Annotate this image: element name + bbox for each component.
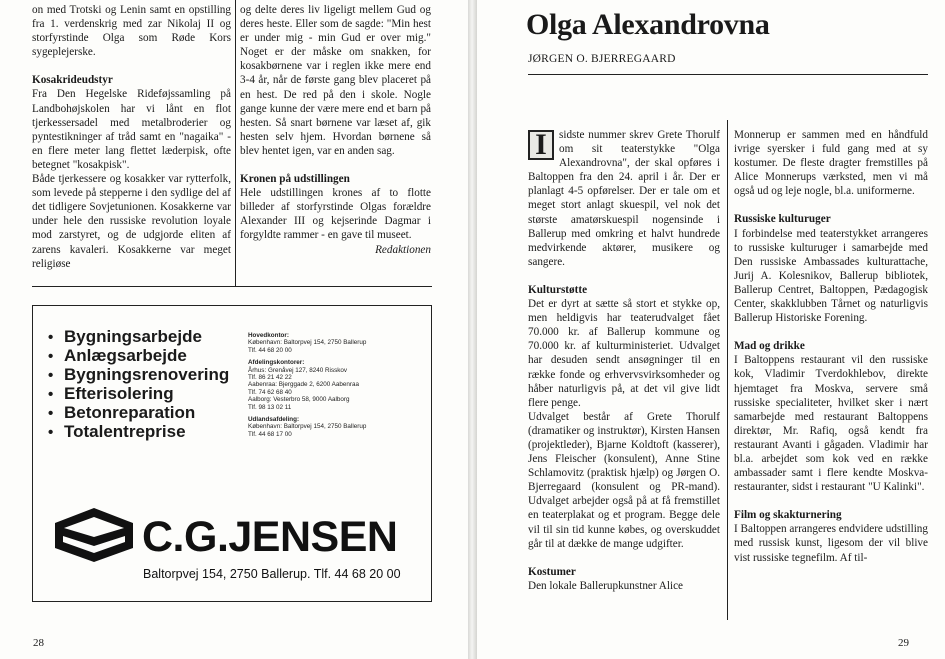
branch-line: Tlf. 98 13 02 11 — [248, 403, 292, 411]
paragraph: I Baltoppen arrangeres endvidere udstilling med russisk kunst, ligesom der vil blive vist russiske tegnefilm. Af til- — [734, 523, 928, 564]
service-item: • Bygningsarbejde — [48, 328, 229, 347]
column-divider — [235, 0, 236, 286]
page-number-right: 29 — [898, 637, 909, 649]
title-rule — [528, 74, 928, 75]
right-column-1 — [528, 128, 720, 593]
left-col1-body2: Både tjerkessere og kosakker var rytterfolk, som levede på stepperne i den sydlige del af det tidligere Sovjetunionen. Kosakkerne var under hele den russiske revolution loyale mod zarstyret, og de udgjorde eliten af zarens kavaleri. Kosakkerne var meget religiøse — [32, 173, 231, 270]
company-name: C.G.JENSEN — [142, 513, 398, 561]
paragraph: I forbindelse med teaterstykket arrangeres to russiske kulturuger i samarbejde med Den russiske Ambassades kulturattache, Jurij A. Kolesnikov, Ballerup bibliotek, Ballerup Centret, Baltoppen, Pædagogisk Center, skakklubben Tårnet og naturligvis Ballerup Historiske Forening. — [734, 227, 928, 325]
branch-line: Århus: Grenåvej 127, 8240 Risskov — [248, 366, 348, 374]
section-heading: Film og skakturnering — [734, 509, 842, 522]
paragraph: Det er dyrt at sætte så stort et stykke op, men heldigvis har teaterudvalget fået 70.000 kr. af Ballerup kommune og 70.000 kr. af kulturministeriet. Udvalget har desuden sendt ansøgninger til en række fonde og erhvervsvirksomheder og håber naturligvis på, at det vil give lidt flere penge. — [528, 298, 720, 409]
branch-line: Aabenraa: Bjerggade 2, 6200 Aabenraa — [248, 381, 359, 389]
paragraph: Monnerup er sammen med en håndfuld ivrige syersker i fuld gang med at sy kostumer. De fleste dragter fremstilles på Alice Monnerups værksted, men vi må også ud og leje nogle, bl.a. uniformerne. — [734, 129, 928, 198]
hq-line: København: Baltorpvej 154, 2750 Ballerup — [248, 339, 367, 347]
left-col2-heading: Kronen på udstillingen — [240, 173, 350, 186]
article-title: Olga Alexandrovna — [526, 8, 770, 41]
paragraph: Udvalget består af Grete Thorulf (dramatiker og instruktør), Kirsten Hansen (projektleder), Bjarne Koldtoft (kasserer), Jens Fleischer (konsulent), Anne Stine Schlamovitz (praktisk hjælp) og Jørgen O. Bjerregaard (konsulent og PR-mand). Udvalget arbejder også på at få fremstillet en teaterplakat og et program. Begge dele vil til sin tid kunne købes, og overskuddet går til at dække de mange udgifter. — [528, 410, 720, 550]
section-rule — [32, 286, 432, 287]
abroad-line: Tlf. 44 68 17 00 — [248, 430, 292, 438]
page-number-left: 28 — [33, 637, 44, 649]
paragraph: Den lokale Ballerupkunstner Alice — [528, 579, 684, 592]
service-item: • Totalentreprise — [48, 423, 229, 442]
service-item: • Efterisolering — [48, 385, 229, 404]
advertisement — [32, 305, 432, 602]
section-heading: Kulturstøtte — [528, 283, 588, 296]
left-col1-body: Fra Den Hegelske Rideføjssamling på Landbohøjskolen har vi lånt en flot tjerkessersadel med metalbroderier og pyntestikninger af tråd samt en "nagaika" - en flere meter lang flettet læderpisk, ofte betegnet "kosakpisk". — [32, 88, 231, 171]
branch-line: Aalborg: Vesterbro 58, 9000 Aalborg — [248, 396, 350, 404]
company-logo-icon — [53, 506, 135, 564]
left-col1-intro: on med Trotski og Lenin samt en opstilling fra 1. verdenskrig med zar Nikolaj II og storfyrstinde Olga som Røde Kors sygeplejerske. — [32, 4, 231, 59]
page-gutter — [468, 0, 477, 659]
service-item: • Bygningsrenovering — [48, 366, 229, 385]
left-col2-body: og delte deres liv ligeligt mellem Gud og deres heste. Eller som de sagde: "Min hest er under mig - min Gud er over mig." Noget er der måske om snakken, for kosakbørnene var i reglen ikke mere end 3-4 år, når de første gang blev placeret på en hest. De red på den i skole. Nogle gange kunne der være mere end et barn på hesten. Så snart børnene var læset af, gik hesten selv hjem. Hvordan børnene så blev hentet igen, var en anden sag. — [240, 4, 431, 157]
service-item: • Betonreparation — [48, 404, 229, 423]
section-heading: Kostumer — [528, 565, 576, 578]
contact-info — [248, 332, 428, 438]
branches-heading: Afdelingskontorer: — [248, 359, 305, 367]
article-lead: sidste nummer skrev Grete Thorulf om sit teaterstykke "Olga Alexandrovna", der skal opføres i Baltoppen fra den 24. april i år. Der er planlagt 4-5 opførelser. Der er tale om et meget stort anlagt skuespil, vel nok det største amatørskuespil nogensinde i Ballerup med omkring et halvt hundrede medvirkende aktører, musikere og sangere. — [528, 129, 720, 268]
paragraph: I Baltoppens restaurant vil den russiske kok, Vladimir Tverdokhlebov, direkte hjemtaget fra Moskva, servere små russiske specialiteter, hvilket sker i nært samarbejde med restaurant Baltoppens direktør, Mr. Rafiq, også kendt fra restaurant Avanti i gågaden. Vladimir har bl.a. arbejdet som kok ved en række ambassader samt i flere kendte Moskva-restauranter, sidst i restaurant "U Kalinki". — [734, 354, 928, 494]
column-divider — [727, 120, 728, 620]
company-address: Baltorpvej 154, 2750 Ballerup. Tlf. 44 68 20 00 — [143, 567, 401, 581]
services-list — [48, 328, 229, 442]
left-col1-heading: Kosakrideudstyr — [32, 74, 113, 87]
abroad-line: København: Baltorpvej 154, 2750 Ballerup — [248, 423, 367, 431]
signature: Redaktionen — [375, 243, 431, 256]
hq-line: Tlf. 44 68 20 00 — [248, 346, 292, 354]
service-item: • Anlægsarbejde — [48, 347, 229, 366]
left-column-1 — [32, 3, 231, 271]
abroad-heading: Udlandsafdeling: — [248, 416, 300, 424]
branch-line: Tlf. 74 62 68 40 — [248, 388, 292, 396]
branch-line: Tlf. 86 21 42 22 — [248, 374, 292, 382]
left-column-2 — [240, 3, 431, 257]
left-col2-body2: Hele udstillingen krones af to flotte billeder af storfyrstinde Olgas forældre Alexander III og kejserinde Dagmar i forgyldte rammer - en gave til museet. — [240, 187, 431, 242]
right-column-2 — [734, 128, 928, 565]
section-heading: Russiske kulturuger — [734, 213, 831, 226]
hq-heading: Hovedkontor: — [248, 332, 289, 339]
drop-cap: I — [528, 130, 554, 160]
article-author: JØRGEN O. BJERREGAARD — [528, 53, 676, 65]
section-heading: Mad og drikke — [734, 340, 805, 353]
